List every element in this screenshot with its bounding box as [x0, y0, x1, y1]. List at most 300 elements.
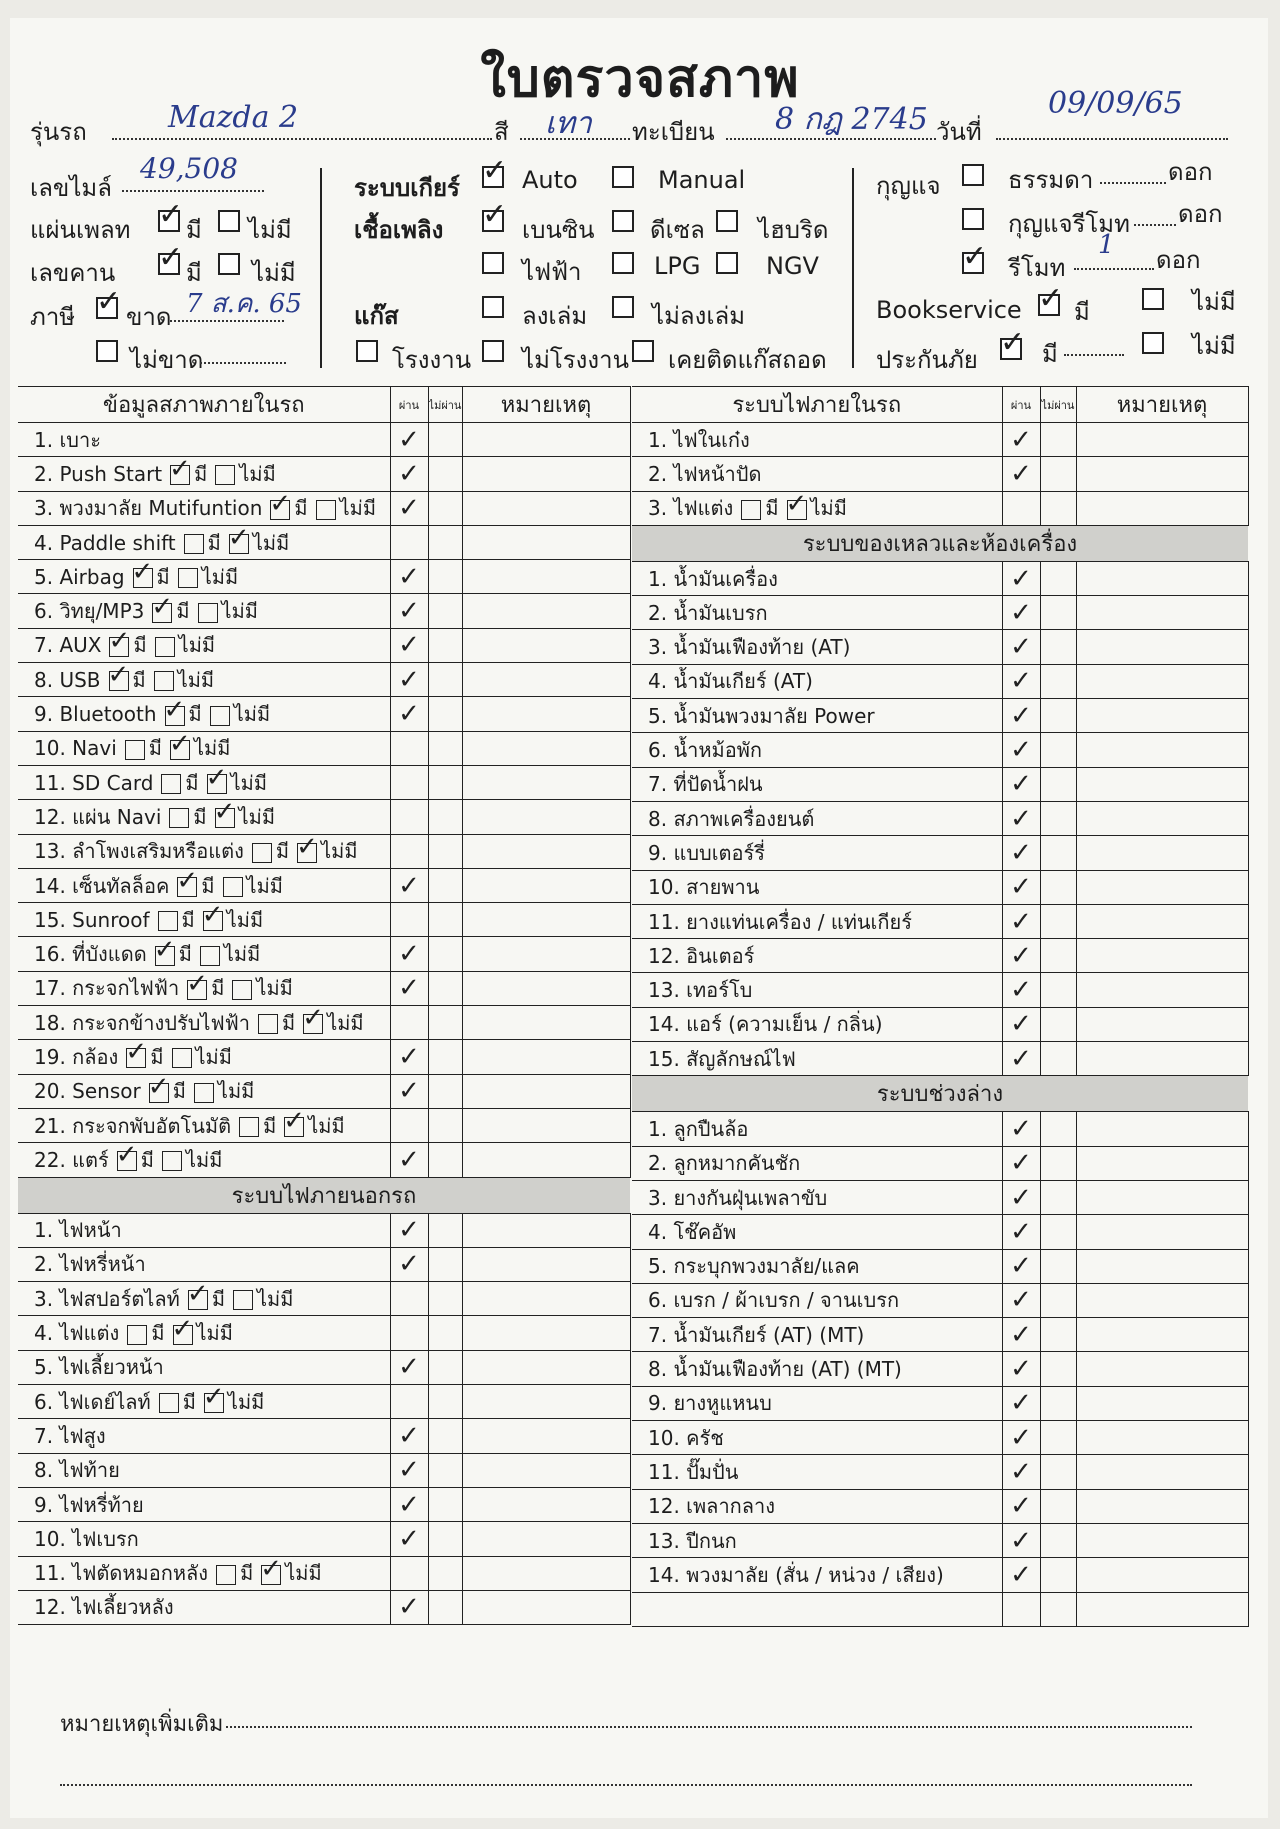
pass-cell[interactable]: [1002, 561, 1040, 595]
fail-cell[interactable]: [1040, 836, 1076, 870]
fail-cell[interactable]: [428, 1556, 462, 1590]
note-cell[interactable]: [1076, 1318, 1248, 1352]
item-has-checkbox[interactable]: [258, 1014, 278, 1034]
pass-cell[interactable]: [390, 525, 428, 559]
fail-cell[interactable]: [1040, 1318, 1076, 1352]
pass-cell[interactable]: [390, 423, 428, 457]
item-has-label: มี: [201, 873, 215, 898]
pass-cell[interactable]: [1002, 630, 1040, 664]
note-cell[interactable]: [462, 1419, 630, 1453]
note-cell[interactable]: [1076, 767, 1248, 801]
item-none-checkbox[interactable]: [297, 843, 317, 863]
fail-cell[interactable]: [428, 491, 462, 525]
item-has-checkbox[interactable]: [161, 774, 181, 794]
pass-cell[interactable]: [1002, 973, 1040, 1007]
pass-cell[interactable]: [390, 1522, 428, 1556]
pass-cell[interactable]: [1002, 1146, 1040, 1180]
note-cell[interactable]: [462, 1316, 630, 1350]
pass-cell[interactable]: [1002, 939, 1040, 973]
note-cell[interactable]: [1076, 699, 1248, 733]
fail-cell[interactable]: [428, 628, 462, 662]
footer-line-1: [226, 1726, 1192, 1728]
pass-cell[interactable]: [1002, 1523, 1040, 1557]
item-none-label: ไม่มี: [339, 496, 377, 521]
fail-cell[interactable]: [1040, 1455, 1076, 1489]
fail-cell[interactable]: [1040, 1558, 1076, 1592]
pass-cell[interactable]: [1002, 664, 1040, 698]
item-none-checkbox[interactable]: [204, 1393, 224, 1413]
fail-cell[interactable]: [428, 1143, 462, 1177]
fail-cell[interactable]: [428, 663, 462, 697]
fail-cell[interactable]: [1040, 1283, 1076, 1317]
pass-cell[interactable]: [390, 663, 428, 697]
fuel-lpg-checkbox[interactable]: [612, 252, 634, 274]
fail-cell[interactable]: [428, 1453, 462, 1487]
item-none-checkbox[interactable]: [200, 946, 220, 966]
pass-cell[interactable]: [390, 1074, 428, 1108]
color-value[interactable]: เทา: [545, 106, 592, 141]
item-has-checkbox[interactable]: [165, 706, 185, 726]
item-none-checkbox[interactable]: [198, 603, 218, 623]
key-remote-key-checkbox[interactable]: [962, 208, 984, 230]
note-cell[interactable]: [462, 1074, 630, 1108]
pass-cell[interactable]: [390, 1385, 428, 1419]
fail-cell[interactable]: [428, 868, 462, 902]
gas-installed-label: เคยติดแก๊สถอด: [668, 346, 827, 374]
table-row: [18, 1040, 630, 1074]
item-label: 1. เบาะ: [34, 427, 101, 452]
fail-cell[interactable]: [1040, 596, 1076, 630]
pass-cell[interactable]: [390, 1590, 428, 1624]
pass-cell[interactable]: [1002, 1489, 1040, 1523]
pass-cell[interactable]: [1002, 870, 1040, 904]
note-cell[interactable]: [462, 697, 630, 731]
fail-cell[interactable]: [428, 1590, 462, 1624]
fail-cell[interactable]: [1040, 630, 1076, 664]
item-none-label: ไม่มี: [239, 461, 276, 486]
fail-cell[interactable]: [1040, 1007, 1076, 1041]
item-has-checkbox[interactable]: [152, 603, 172, 623]
pass-cell[interactable]: [1002, 1112, 1040, 1146]
pass-cell[interactable]: [390, 731, 428, 765]
item-has-checkbox[interactable]: [159, 1393, 179, 1413]
item-none-checkbox[interactable]: [173, 1325, 193, 1345]
item-has-checkbox[interactable]: [169, 808, 189, 828]
note-cell[interactable]: [1076, 836, 1248, 870]
note-cell[interactable]: [1076, 1386, 1248, 1420]
item-has-checkbox[interactable]: [109, 671, 129, 691]
note-cell[interactable]: [462, 1143, 630, 1177]
item-has-checkbox[interactable]: [133, 568, 153, 588]
note-cell[interactable]: [1076, 596, 1248, 630]
item-none-checkbox[interactable]: [155, 637, 175, 657]
fail-cell[interactable]: [428, 1247, 462, 1281]
fail-cell[interactable]: [1040, 561, 1076, 595]
pass-cell[interactable]: [1002, 1249, 1040, 1283]
pass-cell[interactable]: [390, 937, 428, 971]
note-cell[interactable]: [1076, 973, 1248, 1007]
note-cell[interactable]: [1076, 664, 1248, 698]
fail-cell[interactable]: [1040, 1112, 1076, 1146]
item-has-checkbox[interactable]: [187, 980, 207, 1000]
fail-cell[interactable]: [1040, 1352, 1076, 1386]
pass-cell[interactable]: [1002, 1421, 1040, 1455]
pass-cell[interactable]: [1002, 1352, 1040, 1386]
item-has-checkbox[interactable]: [177, 877, 197, 897]
note-cell[interactable]: [462, 903, 630, 937]
note-cell[interactable]: [1076, 423, 1248, 457]
key-normal-checkbox[interactable]: [962, 164, 984, 186]
header-divider-1: [320, 168, 322, 368]
pass-cell[interactable]: [390, 1556, 428, 1590]
pass-cell[interactable]: [390, 1350, 428, 1384]
item-has-checkbox[interactable]: [252, 843, 272, 863]
fail-cell[interactable]: [1040, 1523, 1076, 1557]
item-has-checkbox[interactable]: [184, 534, 204, 554]
fail-cell[interactable]: [428, 1419, 462, 1453]
note-cell[interactable]: [462, 1487, 630, 1521]
item-has-checkbox[interactable]: [216, 1565, 236, 1585]
item-has-label: มี: [188, 702, 202, 727]
item-label: 7. น้ำมันเกียร์ (AT) (MT): [648, 1322, 865, 1347]
note-cell[interactable]: [1076, 1455, 1248, 1489]
item-none-checkbox[interactable]: [178, 568, 198, 588]
note-cell[interactable]: [462, 800, 630, 834]
fail-cell[interactable]: [428, 800, 462, 834]
fail-cell[interactable]: [1040, 699, 1076, 733]
pass-cell[interactable]: [1002, 1215, 1040, 1249]
note-cell[interactable]: [1076, 1421, 1248, 1455]
item-none-checkbox[interactable]: [215, 808, 235, 828]
pass-cell[interactable]: [1002, 836, 1040, 870]
pass-cell[interactable]: [390, 594, 428, 628]
pass-cell[interactable]: [390, 903, 428, 937]
note-cell[interactable]: [1076, 904, 1248, 938]
fail-cell[interactable]: [428, 1108, 462, 1142]
note-cell[interactable]: [1076, 1523, 1248, 1557]
fail-cell[interactable]: [428, 560, 462, 594]
fuel-electric-checkbox[interactable]: [482, 252, 504, 274]
pass-cell[interactable]: [1002, 904, 1040, 938]
tax-lapsed-date[interactable]: 7 ส.ค. 65: [186, 289, 302, 319]
gas-not-factory-checkbox[interactable]: [482, 340, 504, 362]
item-none-checkbox[interactable]: [787, 500, 807, 520]
note-cell[interactable]: [462, 560, 630, 594]
note-cell[interactable]: [1076, 1042, 1248, 1076]
pass-cell[interactable]: [1002, 767, 1040, 801]
pass-cell[interactable]: [1002, 1042, 1040, 1076]
chassis-none-checkbox[interactable]: [218, 253, 240, 275]
note-cell[interactable]: [462, 765, 630, 799]
pass-cell[interactable]: [1002, 1386, 1040, 1420]
note-cell[interactable]: [462, 1350, 630, 1384]
note-cell[interactable]: [462, 457, 630, 491]
fuel-hybrid-checkbox[interactable]: [716, 210, 738, 232]
item-none-checkbox[interactable]: [261, 1565, 281, 1585]
pass-cell[interactable]: [1002, 1180, 1040, 1214]
fail-cell[interactable]: [428, 903, 462, 937]
plate-value[interactable]: 8 กฎ 2745: [775, 102, 928, 137]
item-has-checkbox[interactable]: [741, 500, 761, 520]
fail-cell[interactable]: [428, 1006, 462, 1040]
item-none-checkbox[interactable]: [232, 980, 252, 1000]
fail-cell[interactable]: [1040, 733, 1076, 767]
pass-cell[interactable]: [390, 1487, 428, 1521]
fail-cell[interactable]: [1040, 973, 1076, 1007]
book-has-mark: ✓: [1038, 281, 1064, 316]
pass-cell[interactable]: [390, 834, 428, 868]
table-row: [632, 904, 1248, 938]
fail-cell[interactable]: [428, 525, 462, 559]
fail-cell[interactable]: [1040, 1386, 1076, 1420]
fail-cell[interactable]: [428, 731, 462, 765]
fail-cell[interactable]: [1040, 1592, 1076, 1626]
pass-cell[interactable]: [390, 800, 428, 834]
fail-cell[interactable]: [428, 423, 462, 457]
pass-cell[interactable]: [1002, 491, 1040, 525]
fail-cell[interactable]: [428, 697, 462, 731]
item-none-checkbox[interactable]: [207, 774, 227, 794]
item-none-checkbox[interactable]: [170, 740, 190, 760]
note-cell[interactable]: [1076, 457, 1248, 491]
note-cell[interactable]: [1076, 801, 1248, 835]
pass-cell[interactable]: [1002, 1007, 1040, 1041]
note-cell[interactable]: [1076, 491, 1248, 525]
note-cell[interactable]: [462, 1453, 630, 1487]
note-cell[interactable]: [462, 1006, 630, 1040]
fail-cell[interactable]: [1040, 664, 1076, 698]
fail-cell[interactable]: [1040, 491, 1076, 525]
pass-cell[interactable]: [1002, 1455, 1040, 1489]
item-none-checkbox[interactable]: [172, 1048, 192, 1068]
pass-cell[interactable]: [390, 1282, 428, 1316]
note-cell[interactable]: [462, 525, 630, 559]
pass-cell[interactable]: [1002, 1318, 1040, 1352]
item-has-checkbox[interactable]: [155, 946, 175, 966]
pass-cell[interactable]: [390, 1419, 428, 1453]
pass-check-mark: ✓: [1010, 1456, 1032, 1487]
note-cell[interactable]: [1076, 1180, 1248, 1214]
book-none-checkbox[interactable]: [1142, 288, 1164, 310]
item-has-checkbox[interactable]: [188, 1290, 208, 1310]
mileage-value[interactable]: 49,508: [140, 152, 238, 185]
note-cell[interactable]: [462, 834, 630, 868]
note-cell[interactable]: [1076, 870, 1248, 904]
item-none-checkbox[interactable]: [215, 465, 235, 485]
pass-cell[interactable]: [390, 697, 428, 731]
fail-cell[interactable]: [1040, 423, 1076, 457]
pass-cell[interactable]: [390, 628, 428, 662]
item-none-checkbox[interactable]: [223, 877, 243, 897]
fail-cell[interactable]: [1040, 1146, 1076, 1180]
item-has-checkbox[interactable]: [109, 637, 129, 657]
item-has-checkbox[interactable]: [239, 1117, 259, 1137]
pass-cell[interactable]: [1002, 1558, 1040, 1592]
pass-cell[interactable]: [1002, 733, 1040, 767]
fuel-ngv-checkbox[interactable]: [716, 252, 738, 274]
item-label: 16. ที่บังแดด: [34, 942, 147, 967]
fail-cell[interactable]: [1040, 1249, 1076, 1283]
fail-cell[interactable]: [428, 1074, 462, 1108]
note-cell[interactable]: [462, 1282, 630, 1316]
pass-cell[interactable]: [1002, 596, 1040, 630]
fail-cell[interactable]: [1040, 457, 1076, 491]
date-dots: [996, 138, 1228, 140]
note-cell[interactable]: [1076, 1112, 1248, 1146]
fail-cell[interactable]: [428, 1282, 462, 1316]
gas-installed-checkbox[interactable]: [632, 340, 654, 362]
pass-cell[interactable]: [390, 1143, 428, 1177]
note-cell[interactable]: [1076, 733, 1248, 767]
note-cell[interactable]: [462, 1247, 630, 1281]
note-cell[interactable]: [1076, 1592, 1248, 1626]
fail-cell[interactable]: [1040, 904, 1076, 938]
col-note-header: หมายเหตุ: [462, 387, 630, 423]
note-cell[interactable]: [462, 731, 630, 765]
fail-cell[interactable]: [428, 1040, 462, 1074]
pass-cell[interactable]: [390, 1040, 428, 1074]
pass-cell[interactable]: [390, 1108, 428, 1142]
pass-cell[interactable]: [1002, 1592, 1040, 1626]
pass-cell[interactable]: [390, 971, 428, 1005]
item-none-checkbox[interactable]: [229, 534, 249, 554]
item-has-checkbox[interactable]: [127, 1325, 147, 1345]
note-cell[interactable]: [462, 868, 630, 902]
pass-cell[interactable]: [390, 1316, 428, 1350]
pass-cell[interactable]: [390, 1006, 428, 1040]
item-has-checkbox[interactable]: [117, 1151, 137, 1171]
plate-sheet-none-checkbox[interactable]: [218, 210, 240, 232]
tax-not-lapsed-checkbox[interactable]: [96, 340, 118, 362]
model-value[interactable]: Mazda 2: [168, 100, 299, 135]
note-cell[interactable]: [462, 1108, 630, 1142]
pass-cell[interactable]: [390, 1247, 428, 1281]
item-has-checkbox[interactable]: [158, 911, 178, 931]
pass-cell[interactable]: [1002, 457, 1040, 491]
gas-registered-checkbox[interactable]: [482, 296, 504, 318]
pass-cell[interactable]: [1002, 423, 1040, 457]
fail-cell[interactable]: [428, 834, 462, 868]
fail-cell[interactable]: [1040, 1042, 1076, 1076]
note-cell[interactable]: [1076, 1249, 1248, 1283]
pass-cell[interactable]: [390, 1213, 428, 1247]
fail-cell[interactable]: [428, 1316, 462, 1350]
note-cell[interactable]: [462, 971, 630, 1005]
note-cell[interactable]: [462, 491, 630, 525]
item-none-label: ไม่มี: [233, 702, 271, 727]
note-cell[interactable]: [462, 1590, 630, 1624]
item-has-checkbox[interactable]: [149, 1083, 169, 1103]
item-has-checkbox[interactable]: [270, 500, 290, 520]
note-cell[interactable]: [1076, 1146, 1248, 1180]
table-row: [18, 937, 630, 971]
pass-cell[interactable]: [390, 491, 428, 525]
item-none-checkbox[interactable]: [154, 671, 174, 691]
fail-cell[interactable]: [428, 1213, 462, 1247]
fail-cell[interactable]: [428, 1487, 462, 1521]
note-cell[interactable]: [1076, 1283, 1248, 1317]
fail-cell[interactable]: [1040, 1421, 1076, 1455]
pass-cell[interactable]: [1002, 801, 1040, 835]
pass-check-mark: ✓: [1010, 597, 1032, 628]
table-row: [632, 801, 1248, 835]
pass-cell[interactable]: [390, 868, 428, 902]
fail-cell[interactable]: [1040, 939, 1076, 973]
note-cell[interactable]: [462, 1213, 630, 1247]
note-cell[interactable]: [462, 937, 630, 971]
note-cell[interactable]: [1076, 939, 1248, 973]
pass-cell[interactable]: [390, 765, 428, 799]
pass-cell[interactable]: [390, 1453, 428, 1487]
gear-manual-checkbox[interactable]: [612, 166, 634, 188]
item-none-checkbox[interactable]: [316, 500, 336, 520]
fail-cell[interactable]: [428, 1350, 462, 1384]
note-cell[interactable]: [1076, 1352, 1248, 1386]
gas-not-registered-checkbox[interactable]: [612, 296, 634, 318]
fail-cell[interactable]: [428, 765, 462, 799]
note-cell[interactable]: [1076, 1489, 1248, 1523]
fail-cell[interactable]: [1040, 1215, 1076, 1249]
fail-cell[interactable]: [1040, 1489, 1076, 1523]
item-none-checkbox[interactable]: [233, 1290, 253, 1310]
item-none-checkbox[interactable]: [284, 1117, 304, 1137]
fail-cell[interactable]: [1040, 801, 1076, 835]
item-none-checkbox[interactable]: [194, 1083, 214, 1103]
fail-cell[interactable]: [1040, 870, 1076, 904]
note-cell[interactable]: [1076, 561, 1248, 595]
item-has-checkbox[interactable]: [170, 465, 190, 485]
item-none-checkbox[interactable]: [203, 911, 223, 931]
insurance-none-checkbox[interactable]: [1142, 332, 1164, 354]
note-cell[interactable]: [1076, 1007, 1248, 1041]
note-cell[interactable]: [1076, 1558, 1248, 1592]
pass-cell[interactable]: [390, 457, 428, 491]
item-none-checkbox[interactable]: [303, 1014, 323, 1034]
key-remote-count[interactable]: 1: [1098, 230, 1115, 260]
pass-cell[interactable]: [390, 560, 428, 594]
note-cell[interactable]: [462, 1385, 630, 1419]
gas-factory-checkbox[interactable]: [356, 340, 378, 362]
note-cell[interactable]: [1076, 1215, 1248, 1249]
note-cell[interactable]: [462, 628, 630, 662]
note-cell[interactable]: [462, 423, 630, 457]
fail-cell[interactable]: [428, 971, 462, 1005]
item-has-checkbox[interactable]: [125, 740, 145, 760]
note-cell[interactable]: [462, 1522, 630, 1556]
note-cell[interactable]: [462, 663, 630, 697]
fail-cell[interactable]: [428, 1385, 462, 1419]
pass-cell[interactable]: [1002, 699, 1040, 733]
fail-cell[interactable]: [1040, 767, 1076, 801]
note-cell[interactable]: [462, 594, 630, 628]
fail-cell[interactable]: [428, 594, 462, 628]
fail-cell[interactable]: [1040, 1180, 1076, 1214]
note-cell[interactable]: [462, 1040, 630, 1074]
fuel-diesel-checkbox[interactable]: [612, 210, 634, 232]
pass-check-mark: ✓: [1010, 1319, 1032, 1350]
item-none-checkbox[interactable]: [162, 1151, 182, 1171]
chassis-has-label: มี: [186, 259, 202, 287]
date-value[interactable]: 09/09/65: [1048, 86, 1183, 121]
fail-cell[interactable]: [428, 457, 462, 491]
fail-cell[interactable]: [428, 1522, 462, 1556]
note-cell[interactable]: [462, 1556, 630, 1590]
fail-cell[interactable]: [428, 937, 462, 971]
note-cell[interactable]: [1076, 630, 1248, 664]
item-none-checkbox[interactable]: [210, 706, 230, 726]
item-has-checkbox[interactable]: [126, 1048, 146, 1068]
pass-cell[interactable]: [1002, 1283, 1040, 1317]
